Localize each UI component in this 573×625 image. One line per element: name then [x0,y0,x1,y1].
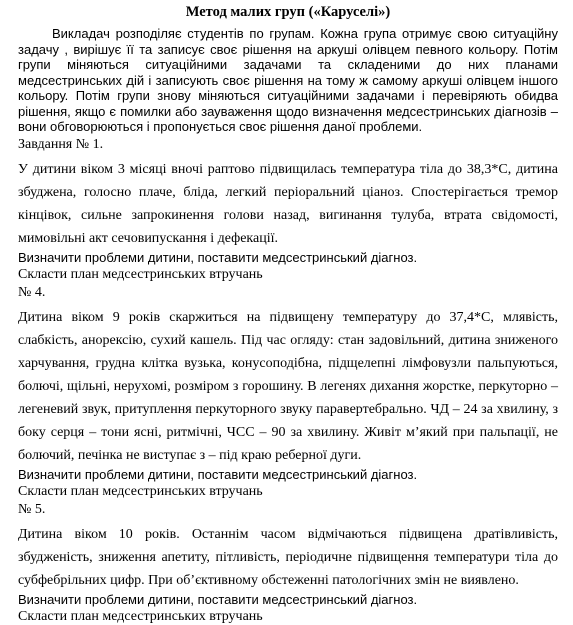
task-text: Дитина віком 10 років. Останнім часом відмічаються підвищена дратівливість, збудженість, зниження апетиту, пітливість, періодичне підвищення температури тіла до субфебрільних цифр. При об’єктивному обстеженні патологічних змін не виявлено. [18,526,558,588]
intro-paragraph: Викладач розподіляє студентів по групам. Кожна група отримує свою ситуаційну задачу , вирішує її та записує своє рішення на аркуші олівцем певного кольору. Потім групи міняються ситуаційними задачами та складеними до них планами медсестринських дій і записують своє рішення на тому ж самому аркуші олівцем іншого кольору. Потім групи знову міняються ситуаційними задачами і перевіряють обидва рішення, якщо є помилки або зауваження щодо визначення медсестринських діагнозів – вони обговорюються і пропонується своє рішення даної проблеми. [18,26,558,134]
task-instruction: Скласти план медсестринських втручань [18,483,263,499]
task-heading: № 4. [18,284,46,300]
document-page [18,3,558,625]
document-title: Метод малих груп («Каруселі») [185,4,391,20]
task-text: Дитина віком 9 років скаржиться на підвищену температуру до 37,4*С, млявість, слабкість, анорексію, сухий кашель. Під час огляду: стан задовільний, дитина зниженого харчування, грудна клітка вузька, конусоподібна, підщелепні лімфовузли пальпуються, болючі, щільні, нерухомі, розміром з горошину. В легенях дихання жорстке, перкуторно – легеневий звук, притуплення перкуторного звуку паравертебрально. ЧД – 24 за хвилину, з боку серця – тони ясні, ритмічні, ЧСС – 90 за хвилину. Живіт м’який при пальпації, не болючий, печінка не виступає з – під краю реберної дуги. [18,309,558,463]
task-instruction: Визначити проблеми дитини, поставити медсестринський діагноз. [18,591,418,607]
task-instruction: Визначити проблеми дитини, поставити медсестринський діагноз. [18,466,418,482]
task-instruction: Скласти план медсестринських втручань [18,608,263,624]
task-heading: № 5. [18,501,46,517]
task-text: У дитини віком 3 місяці вночі раптово підвищилась температура тіла до 38,3*С, дитина збуджена, голосно плаче, бліда, легкий періоральний ціаноз. Спостерігається тремор кінцівок, сильне запрокинення голови назад, вигинання тулуба, втрата свідомості, мимовільні акт сечовипускання і дефекації. [18,161,558,246]
task-heading: Завдання № 1. [18,136,104,152]
task-instruction: Визначити проблеми дитини, поставити медсестринський діагноз. [18,249,418,265]
task-instruction: Скласти план медсестринських втручань [18,266,263,282]
